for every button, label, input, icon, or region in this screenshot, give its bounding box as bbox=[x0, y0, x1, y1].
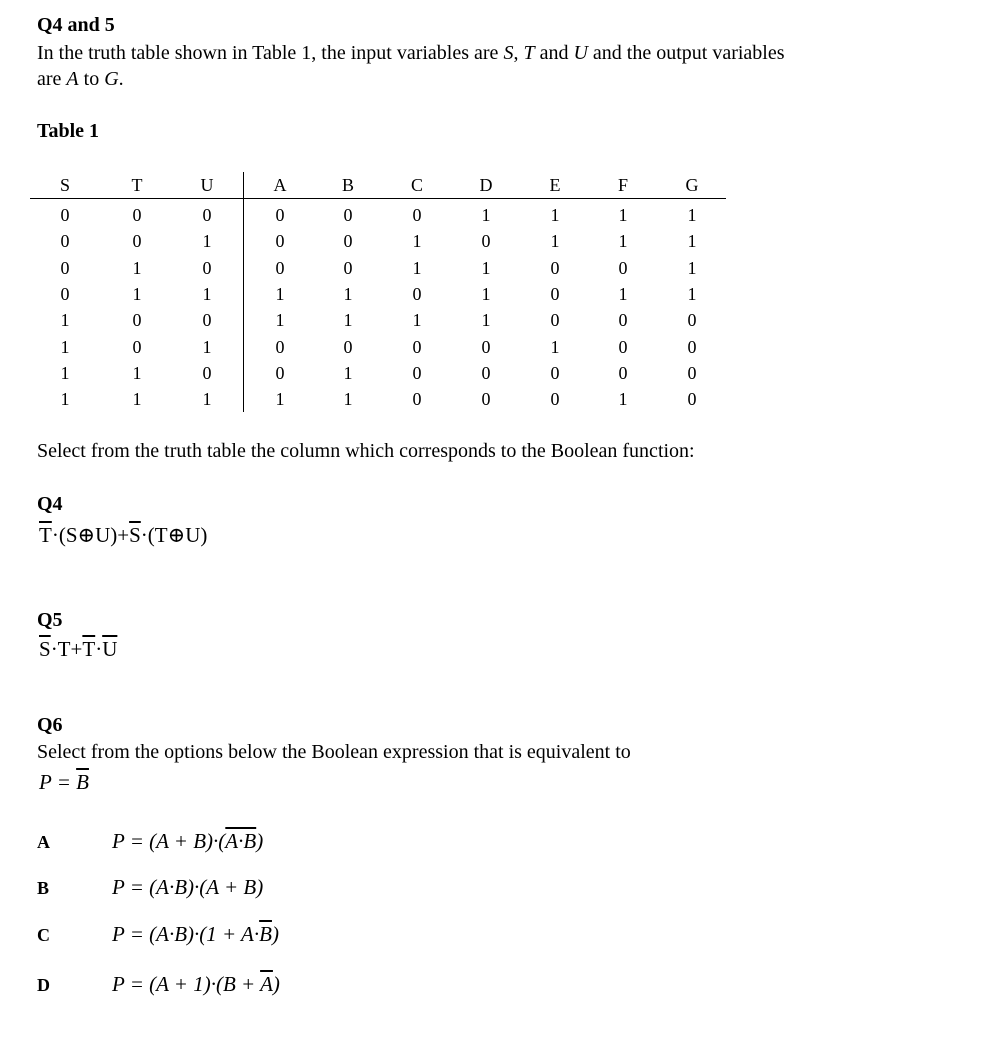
table-cell: 1 bbox=[687, 205, 697, 225]
table-cell: 1 bbox=[481, 257, 491, 278]
table-cell: 0 bbox=[412, 362, 422, 383]
q5-label: Q5 bbox=[37, 609, 63, 631]
table-cell: 0 bbox=[275, 231, 285, 252]
table-cell: 0 bbox=[550, 283, 560, 304]
table-cell: 0 bbox=[132, 336, 142, 357]
truth-table bbox=[30, 172, 730, 412]
table-cell: 1 bbox=[132, 283, 142, 304]
q6-label: Q6 bbox=[37, 714, 63, 736]
table-cell: 1 bbox=[412, 310, 422, 331]
column-header-e: E bbox=[549, 175, 561, 195]
table-cell: 0 bbox=[275, 205, 285, 225]
column-header-t: T bbox=[131, 175, 143, 195]
column-header-u: U bbox=[200, 175, 214, 195]
q6-expression: $P = \overline{B}$ bbox=[39, 770, 89, 794]
table-cell: 1 bbox=[60, 336, 70, 357]
table-cell: 1 bbox=[481, 205, 491, 225]
table-cell: 0 bbox=[60, 231, 70, 252]
table-cell: 1 bbox=[275, 283, 285, 304]
option-c-expression: $P = (A\cdot B)\cdot(1 + A\cdot\overline{B})$ bbox=[112, 922, 279, 946]
table-cell: 1 bbox=[412, 257, 422, 278]
table-cell: 0 bbox=[550, 257, 560, 278]
table-cell: 0 bbox=[481, 231, 491, 252]
column-header-a: A bbox=[273, 175, 287, 195]
table-cell: 0 bbox=[550, 362, 560, 383]
table-cell: 1 bbox=[343, 283, 353, 304]
table-cell: 0 bbox=[202, 362, 212, 383]
table-cell: 0 bbox=[412, 283, 422, 304]
table-cell: 0 bbox=[687, 362, 697, 383]
table-cell: 1 bbox=[618, 231, 628, 252]
table-cell: 0 bbox=[60, 257, 70, 278]
option-b-expression: P = (A·B)·(A + B) bbox=[112, 875, 264, 899]
intro-line-2: are A to G. bbox=[37, 68, 124, 90]
table-cell: 0 bbox=[343, 336, 353, 357]
table-cell: 1 bbox=[343, 389, 353, 410]
table-cell: 0 bbox=[275, 362, 285, 383]
table-cell: 1 bbox=[343, 310, 353, 331]
table-cell: 0 bbox=[687, 310, 697, 331]
q5-expression: $\overline{S}\cdot T+\overline{T}\cdot\overline{U}$ bbox=[39, 637, 118, 661]
instruction-text: Select from the truth table the column which corresponds to the Boolean function: bbox=[37, 440, 695, 462]
column-header-g: G bbox=[685, 175, 699, 195]
q4-expression: $\overline{T}\cdot(S\oplus U)+\overline{S}\cdot(T\oplus U)$ bbox=[39, 523, 208, 547]
table-cell: 0 bbox=[343, 205, 353, 225]
table-cell: 0 bbox=[275, 257, 285, 278]
table-cell: 0 bbox=[60, 283, 70, 304]
table-cell: 1 bbox=[550, 205, 560, 225]
table-cell: 0 bbox=[132, 231, 142, 252]
table-cell: 1 bbox=[132, 362, 142, 383]
table-cell: 1 bbox=[202, 389, 212, 410]
q6-text: Select from the options below the Boolean expression that is equivalent to bbox=[37, 741, 631, 763]
table-cell: 1 bbox=[618, 283, 628, 304]
option-b-letter: B bbox=[37, 878, 50, 898]
table-cell: 0 bbox=[412, 205, 422, 225]
table-cell: 0 bbox=[618, 362, 628, 383]
table-cell: 1 bbox=[275, 389, 285, 410]
option-d-expression: $P = (A + 1)\cdot(B + \overline{A})$ bbox=[112, 972, 280, 996]
table-cell: 1 bbox=[618, 389, 628, 410]
table-cell: 1 bbox=[618, 205, 628, 225]
table-cell: 1 bbox=[60, 389, 70, 410]
option-c-letter: C bbox=[37, 925, 50, 945]
table-cell: 0 bbox=[481, 389, 491, 410]
column-header-b: B bbox=[341, 175, 354, 195]
intro-line-1: In the truth table shown in Table 1, the input variables are S, T and U and the output variables bbox=[37, 42, 785, 64]
table-header-rule bbox=[30, 198, 726, 199]
column-header-s: S bbox=[59, 175, 70, 195]
q4-label: Q4 bbox=[37, 493, 63, 515]
table-cell: 1 bbox=[687, 283, 697, 304]
column-header-f: F bbox=[617, 175, 628, 195]
table-cell: 0 bbox=[202, 205, 212, 225]
table-cell: 1 bbox=[412, 231, 422, 252]
table-cell: 0 bbox=[618, 310, 628, 331]
table-cell: 1 bbox=[202, 283, 212, 304]
table-cell: 0 bbox=[412, 336, 422, 357]
table-caption: Table 1 bbox=[37, 120, 100, 142]
table-cell: 0 bbox=[202, 257, 212, 278]
table-cell: 0 bbox=[550, 310, 560, 331]
option-a-letter: A bbox=[37, 832, 50, 852]
option-d-letter: D bbox=[37, 975, 50, 995]
table-cell: 0 bbox=[618, 257, 628, 278]
table-cell: 0 bbox=[412, 389, 422, 410]
table-cell: 1 bbox=[481, 310, 491, 331]
table-cell: 1 bbox=[132, 389, 142, 410]
table-cell: 0 bbox=[132, 205, 142, 225]
table-cell: 0 bbox=[132, 310, 142, 331]
table-cell: 1 bbox=[481, 283, 491, 304]
table-cell: 0 bbox=[550, 389, 560, 410]
table-divider-rule bbox=[243, 172, 244, 412]
table-cell: 1 bbox=[60, 362, 70, 383]
column-header-c: C bbox=[410, 175, 423, 195]
option-a-expression: P = (A + B)·(A·B) bbox=[112, 829, 264, 853]
table-cell: 0 bbox=[60, 205, 70, 225]
table-cell: 1 bbox=[202, 231, 212, 252]
table-cell: 0 bbox=[202, 310, 212, 331]
table-cell: 1 bbox=[550, 231, 560, 252]
table-cell: 0 bbox=[343, 231, 353, 252]
column-header-d: D bbox=[479, 175, 493, 195]
table-cell: 1 bbox=[550, 336, 560, 357]
table-cell: 0 bbox=[343, 257, 353, 278]
table-cell: 0 bbox=[618, 336, 628, 357]
table-cell: 0 bbox=[275, 336, 285, 357]
table-cell: 0 bbox=[481, 336, 491, 357]
table-cell: 0 bbox=[687, 336, 697, 357]
table-cell: 1 bbox=[687, 257, 697, 278]
table-cell: 1 bbox=[202, 336, 212, 357]
table-cell: 1 bbox=[687, 231, 697, 252]
table-cell: 1 bbox=[60, 310, 70, 331]
table-cell: 0 bbox=[481, 362, 491, 383]
table-cell: 1 bbox=[132, 257, 142, 278]
table-cell: 1 bbox=[275, 310, 285, 331]
table-cell: 0 bbox=[687, 389, 697, 410]
section-title: Q4 and 5 bbox=[37, 14, 115, 36]
table-cell: 1 bbox=[343, 362, 353, 383]
